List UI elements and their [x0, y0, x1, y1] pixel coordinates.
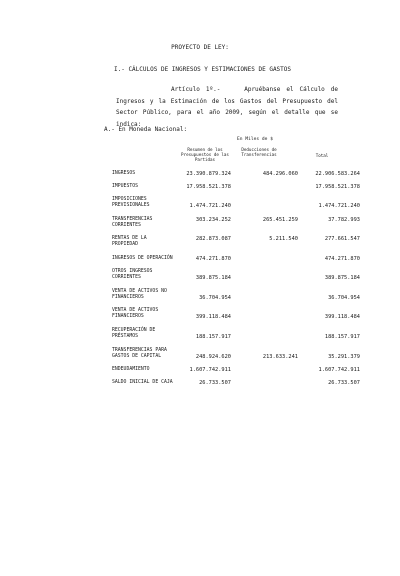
- summary-value: 248.924.620: [195, 354, 231, 360]
- row-label: INGRESOS: [112, 171, 136, 176]
- summary-value: 1.607.742.911: [189, 367, 231, 373]
- article-text: Apruébanse el Cálculo de Ingresos y la Estimación de los Gastos del Presupuesto del Sector Público, para el año 2009, según el detalle que se indica:: [116, 86, 338, 128]
- total-value: 22.906.583.264: [315, 171, 360, 177]
- summary-value: 282.873.087: [195, 236, 231, 242]
- summary-value: 389.875.184: [195, 275, 231, 281]
- summary-value: 17.958.521.378: [186, 184, 231, 190]
- row-label: VENTA DE ACTIVOS NO FINANCIEROS: [112, 289, 167, 301]
- summary-value: 474.271.870: [195, 256, 231, 262]
- row-label: OTROS INGRESOS CORRIENTES: [112, 269, 153, 281]
- summary-value: 399.118.484: [195, 314, 231, 320]
- summary-value: 23.390.879.324: [186, 171, 231, 177]
- total-value: 474.271.870: [324, 256, 360, 262]
- summary-value: 303.234.252: [195, 217, 231, 223]
- subsection-title: A.- En Moneda Nacional:: [104, 126, 188, 133]
- row-label: RENTAS DE LA PROPIEDAD: [112, 236, 147, 248]
- row-label: ENDEUDAMIENTO: [112, 367, 150, 372]
- total-value: 1.607.742.911: [318, 367, 360, 373]
- row-label: VENTA DE ACTIVOS FINANCIEROS: [112, 308, 159, 320]
- row-label: INGRESOS DE OPERACIÓN: [112, 256, 173, 261]
- article-paragraph: [116, 84, 338, 130]
- row-label: SALDO INICIAL DE CAJA: [112, 380, 173, 385]
- row-label: TRANSFERENCIAS PARA GASTOS DE CAPITAL: [112, 348, 167, 360]
- total-value: 389.875.184: [324, 275, 360, 281]
- summary-value: 36.704.954: [199, 295, 231, 301]
- total-value: 1.474.721.240: [318, 203, 360, 209]
- column-header-summary: Resumen de los Presupuestos de las Partidas: [181, 147, 229, 162]
- section-title: I.- CÁLCULOS DE INGRESOS Y ESTIMACIONES DE GASTOS: [114, 66, 292, 73]
- document-heading: PROYECTO DE LEY:: [171, 44, 229, 51]
- column-header-deductions: Deducciones de Transferencias: [241, 147, 277, 157]
- total-value: 399.118.484: [324, 314, 360, 320]
- total-value: 35.291.379: [328, 354, 360, 360]
- total-value: 188.157.917: [324, 334, 360, 340]
- unit-label: En Miles de $: [237, 137, 273, 142]
- total-value: 17.958.521.378: [315, 184, 360, 190]
- column-header-total: Total: [315, 153, 329, 158]
- total-value: 277.661.547: [324, 236, 360, 242]
- summary-value: 1.474.721.240: [189, 203, 231, 209]
- total-value: 37.782.993: [328, 217, 360, 223]
- row-label: TRANSFERENCIAS CORRIENTES: [112, 217, 153, 229]
- summary-value: 26.733.507: [199, 380, 231, 386]
- article-label: Artículo 1º.-: [171, 86, 221, 93]
- total-value: 36.704.954: [328, 295, 360, 301]
- summary-value: 188.157.917: [195, 334, 231, 340]
- deduction-value: 265.451.259: [262, 217, 298, 223]
- deduction-value: 213.633.241: [262, 354, 298, 360]
- total-value: 26.733.507: [328, 380, 360, 386]
- row-label: RECUPERACIÓN DE PRÉSTAMOS: [112, 328, 156, 340]
- row-label: IMPOSICIONES PREVISIONALES: [112, 197, 150, 209]
- row-label: IMPUESTOS: [112, 184, 138, 189]
- deduction-value: 484.296.060: [262, 171, 298, 177]
- deduction-value: 5.211.540: [269, 236, 298, 242]
